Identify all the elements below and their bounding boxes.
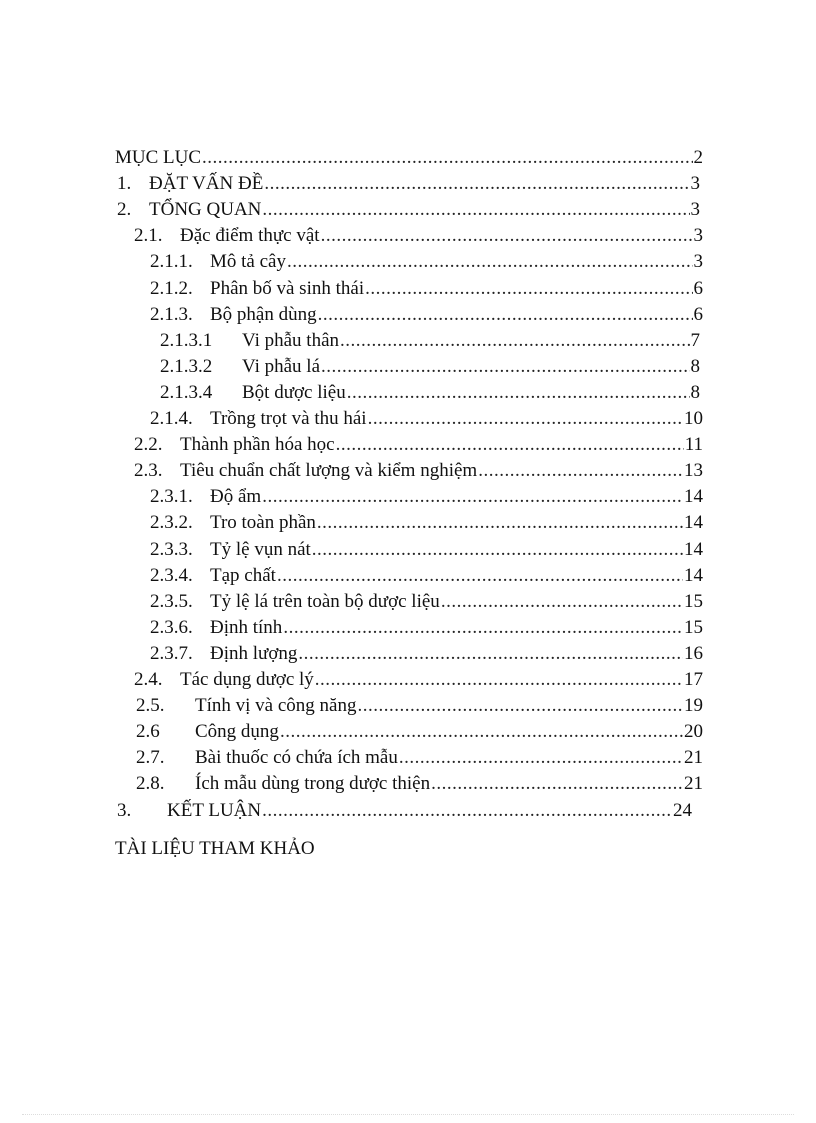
toc-entry-page: 3 (693, 251, 703, 272)
toc-entry-leader (262, 484, 683, 510)
toc-entry (150, 276, 703, 302)
toc-entry (160, 354, 700, 380)
toc-entry-number: 2.3.6. (150, 617, 193, 638)
toc-entry-leader (336, 432, 684, 458)
toc-entry-title: KẾT LUẬN (167, 800, 262, 821)
toc-entry-leader (340, 328, 689, 354)
toc-entry-leader (365, 276, 692, 302)
toc-entry-leader (441, 589, 683, 615)
toc-entry (150, 302, 703, 328)
toc-entry-title: Phân bố và sinh thái (210, 278, 365, 299)
toc-entry-page: 14 (684, 539, 703, 560)
toc-entry-title: Vi phẫu thân (242, 330, 340, 351)
toc-entry-title: Công dụng (195, 721, 279, 742)
toc-entry-title: Ích mẫu dùng trong dược thiện (195, 773, 431, 794)
toc-entry-page: 15 (684, 591, 703, 612)
toc-entry-leader (202, 145, 692, 171)
toc-entry (136, 719, 703, 745)
toc-entry-page: 13 (684, 460, 703, 481)
toc-entry (150, 484, 703, 510)
toc-entry-leader (431, 771, 683, 797)
toc-entry-leader (262, 798, 672, 824)
toc-entry (117, 171, 700, 197)
toc-entry-leader (283, 615, 683, 641)
toc-entry (160, 380, 700, 406)
toc-entry (134, 458, 703, 484)
toc-entry-leader (277, 563, 683, 589)
toc-entry-title: Tính vị và công năng (195, 695, 357, 716)
toc-entry-title: Độ ẩm (210, 486, 262, 507)
toc-entry-page: 3 (690, 199, 700, 220)
toc-entry-page: 16 (684, 643, 703, 664)
toc-entry-title: Tác dụng dược lý (180, 669, 314, 690)
toc-entry-title: Bộ phận dùng (210, 304, 317, 325)
toc-entry (136, 745, 703, 771)
toc-entry (136, 693, 703, 719)
toc-entry-leader (312, 537, 683, 563)
toc-entry-leader (321, 223, 693, 249)
toc-entry-leader (298, 641, 683, 667)
toc-entry-title: Mô tả cây (210, 251, 286, 272)
toc-entry-number: 2.1.3.4 (160, 382, 213, 403)
toc-entry-page: 7 (690, 330, 700, 351)
toc-entry-number: 1. (117, 173, 132, 194)
toc-entry-leader (368, 406, 683, 432)
toc-entry (150, 406, 703, 432)
toc-entry-title: ĐẶT VẤN ĐỀ (149, 173, 264, 194)
toc-entry-page: 8 (690, 356, 700, 377)
toc-entry-number: 3. (117, 800, 132, 821)
toc-entry (150, 537, 703, 563)
toc-entry-leader (357, 693, 683, 719)
toc-entry-title: Vi phẫu lá (242, 356, 321, 377)
toc-entry (115, 145, 703, 171)
toc-entry-page: 3 (690, 173, 700, 194)
toc-entry-number: 2.6 (136, 721, 160, 742)
toc-entry-title: Tạp chất (210, 565, 276, 586)
toc-entry-title: Định lượng (210, 643, 298, 664)
toc-entry (150, 615, 703, 641)
toc-entry-number: 2.3.2. (150, 512, 193, 533)
toc-entry-leader (280, 719, 683, 745)
toc-entry-number: 2.3.5. (150, 591, 193, 612)
toc-entry (150, 249, 703, 275)
toc-entry-leader (315, 667, 683, 693)
toc-entry (134, 223, 703, 249)
toc-entry-leader (318, 302, 693, 328)
toc-entry-number: 2.8. (136, 773, 165, 794)
toc-entry (150, 563, 703, 589)
toc-entry-page: 3 (693, 225, 703, 246)
references-heading: TÀI LIỆU THAM KHẢO (115, 838, 315, 859)
toc-entry (134, 667, 703, 693)
toc-entry-title: MỤC LỤC (115, 147, 202, 168)
toc-entry-number: 2.3.7. (150, 643, 193, 664)
toc-entry-page: 15 (684, 617, 703, 638)
toc-entry-leader (347, 380, 690, 406)
toc-entry-number: 2.3.4. (150, 565, 193, 586)
toc-entry-page: 24 (673, 800, 692, 821)
toc-entry-number: 2.1.2. (150, 278, 193, 299)
toc-entry-page: 14 (684, 512, 703, 533)
toc-entry-title: Bài thuốc có chứa ích mẫu (195, 747, 398, 768)
toc-entry-page: 17 (684, 669, 703, 690)
toc-entry (117, 197, 700, 223)
toc-entry-page: 14 (684, 565, 703, 586)
toc-entry-title: Tro toàn phần (210, 512, 316, 533)
toc-entry-number: 2.3.3. (150, 539, 193, 560)
toc-entry-leader (262, 197, 689, 223)
toc-entry-title: Trồng trọt và thu hái (210, 408, 367, 429)
toc-entry-page: 6 (693, 278, 703, 299)
toc-entry-number: 2.3. (134, 460, 163, 481)
toc-entry-number: 2.7. (136, 747, 165, 768)
toc-entry-leader (317, 510, 683, 536)
toc-entry-title: Thành phần hóa học (180, 434, 335, 455)
toc-entry-title: Định tính (210, 617, 283, 638)
toc-entry-number: 2.1.3.2 (160, 356, 213, 377)
toc-entry-number: 2.4. (134, 669, 163, 690)
toc-entry-page: 21 (684, 773, 703, 794)
toc-entry-page: 8 (690, 382, 700, 403)
toc-entry-page: 19 (684, 695, 703, 716)
toc-entry-number: 2. (117, 199, 132, 220)
toc-entry-leader (287, 249, 693, 275)
toc-entry-title: Tỷ lệ lá trên toàn bộ dược liệu (210, 591, 440, 612)
toc-entry-number: 2.1.4. (150, 408, 193, 429)
toc-entry-page: 2 (693, 147, 703, 168)
toc-entry-title: Bột dược liệu (242, 382, 346, 403)
toc-entry-page: 10 (684, 408, 703, 429)
toc-entry-number: 2.1.3.1 (160, 330, 213, 351)
toc-entry-leader (264, 171, 689, 197)
toc-entry-number: 2.3.1. (150, 486, 193, 507)
toc-entry-number: 2.1. (134, 225, 163, 246)
toc-entry-number: 2.2. (134, 434, 163, 455)
toc-entry-leader (399, 745, 683, 771)
toc-entry (150, 589, 703, 615)
toc-entry (117, 798, 692, 824)
toc-entry (160, 328, 700, 354)
toc-entry-page: 21 (684, 747, 703, 768)
toc-entry-title: Tiêu chuẩn chất lượng và kiểm nghiệm (180, 460, 478, 481)
toc-entry-leader (321, 354, 689, 380)
toc-entry (134, 432, 703, 458)
toc-entry-page: 11 (684, 434, 703, 455)
toc-entry (150, 510, 703, 536)
toc-entry-title: Tỷ lệ vụn nát (210, 539, 311, 560)
toc-entry-page: 20 (684, 721, 703, 742)
toc-entry-title: TỔNG QUAN (149, 199, 262, 220)
toc-entry-leader (478, 458, 683, 484)
toc-entry-page: 6 (693, 304, 703, 325)
toc-entry-page: 14 (684, 486, 703, 507)
toc-entry (150, 641, 703, 667)
toc-entry (136, 771, 703, 797)
toc-entry-number: 2.1.3. (150, 304, 193, 325)
page-bottom-rule (22, 1114, 794, 1115)
toc-entry-number: 2.1.1. (150, 251, 193, 272)
toc-entry-title: Đặc điểm thực vật (180, 225, 320, 246)
toc-entry-number: 2.5. (136, 695, 165, 716)
